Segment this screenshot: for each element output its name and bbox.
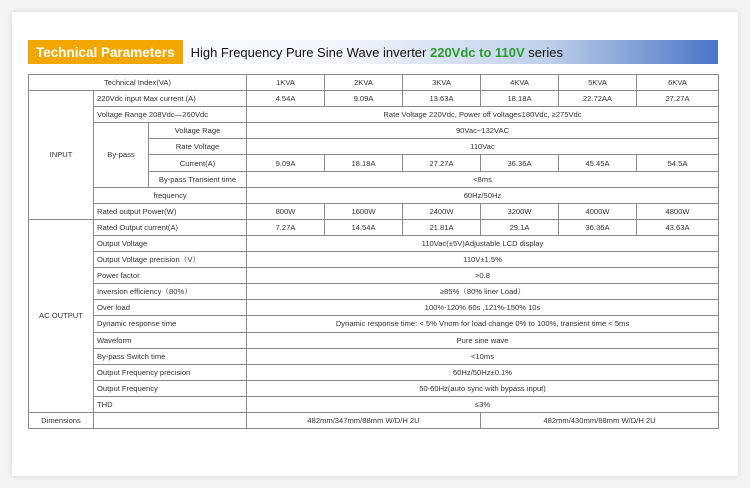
table-row — [29, 364, 719, 380]
cell: <10ms — [247, 348, 719, 364]
row-label: Voltage Rage — [149, 123, 247, 139]
cell: 18.18A — [481, 91, 559, 107]
cell: 13.63A — [403, 91, 481, 107]
cell: 4.54A — [247, 91, 325, 107]
row-label: Output Frequency precision — [94, 364, 247, 380]
row-label: Output Frequency — [94, 380, 247, 396]
cell: <8ms — [247, 171, 719, 187]
cell: 2400W — [403, 203, 481, 219]
banner-title-pre: High Frequency Pure Sine Wave inverter — [190, 44, 430, 60]
cell: 1600W — [325, 203, 403, 219]
cell: 27.27A — [403, 155, 481, 171]
table-row — [29, 91, 719, 107]
table-row — [29, 284, 719, 300]
cell: Dynamic response time: < 5% Vnom for load change 0% to 100%, transient time < 5ms — [247, 316, 719, 332]
model-header: 2KVA — [325, 75, 403, 91]
cell: 4000W — [559, 203, 637, 219]
cell: 100%-120% 60s ,121%-150% 10s — [247, 300, 719, 316]
table-row — [29, 300, 719, 316]
cell: 110V±1.5% — [247, 252, 719, 268]
row-label: Rated Output current(A) — [94, 219, 247, 235]
table-header-row — [29, 75, 719, 91]
cell: 36.36A — [481, 155, 559, 171]
header-label: Technical Index(VA) — [29, 75, 247, 91]
cell: ≤3% — [247, 396, 719, 412]
cell: 4800W — [637, 203, 719, 219]
table-row — [29, 268, 719, 284]
table-row — [29, 380, 719, 396]
row-label: Output Voltage precision（V） — [94, 252, 247, 268]
cell: 29.1A — [481, 219, 559, 235]
row-label: Rate Voltage — [149, 139, 247, 155]
table-row — [29, 219, 719, 235]
row-label: Power factor — [94, 268, 247, 284]
table-row — [29, 235, 719, 251]
row-label: Waveform — [94, 332, 247, 348]
row-label: Output Voltage — [94, 235, 247, 251]
cell: 27.27A — [637, 91, 719, 107]
banner-title — [191, 45, 563, 60]
cell: 482mm/430mm/88mm W/D/H 2U — [481, 412, 719, 428]
cell: 45.45A — [559, 155, 637, 171]
cell: 9.09A — [325, 91, 403, 107]
cell: 21.81A — [403, 219, 481, 235]
spec-table — [28, 74, 719, 429]
banner-tag: Technical Parameters — [28, 40, 183, 64]
row-label: 220Vdc input Max current (A) — [94, 91, 247, 107]
cell: 36.36A — [559, 219, 637, 235]
banner-title-post: series — [524, 44, 563, 60]
table-row — [29, 332, 719, 348]
row-label: Rated output Power(W) — [94, 203, 247, 219]
cell: 18.18A — [325, 155, 403, 171]
row-label: THD — [94, 396, 247, 412]
table-row — [29, 252, 719, 268]
cell: ≥85%（80% liner Load） — [247, 284, 719, 300]
table-row — [29, 348, 719, 364]
row-label: By-pass Switch time — [94, 348, 247, 364]
cell: 110Vac — [247, 139, 719, 155]
cell: 22.72AA — [559, 91, 637, 107]
cell: 60Hz/50Hz — [247, 187, 719, 203]
row-label: Inversion efficiency（80%） — [94, 284, 247, 300]
model-header: 5KVA — [559, 75, 637, 91]
cell: 800W — [247, 203, 325, 219]
cell: 90Vac~132VAC — [247, 123, 719, 139]
bypass-label: By-pass — [94, 123, 149, 187]
cell: 7.27A — [247, 219, 325, 235]
table-row — [29, 316, 719, 332]
table-row — [29, 396, 719, 412]
row-label: frequency — [94, 187, 247, 203]
row-label: By-pass Transient time — [149, 171, 247, 187]
row-label: Current(A) — [149, 155, 247, 171]
cell: Rate Voltage 220Vdc, Power off voltage≤180Vdc, ≥275Vdc — [247, 107, 719, 123]
cell: 54.5A — [637, 155, 719, 171]
input-section-label: INPUT — [29, 91, 94, 220]
banner-title-highlight: 220Vdc to 110V — [429, 44, 525, 60]
table-row — [29, 107, 719, 123]
dimensions-label: Dimensions — [29, 412, 94, 428]
table-row — [29, 123, 719, 139]
output-section-label: AC OUTPUT — [29, 219, 94, 412]
cell: 60Hz/50Hz±0.1% — [247, 364, 719, 380]
cell — [94, 412, 247, 428]
cell: 50-60Hz(auto sync with bypass input) — [247, 380, 719, 396]
row-label: Over load — [94, 300, 247, 316]
cell: 43.63A — [637, 219, 719, 235]
model-header: 6KVA — [637, 75, 719, 91]
row-label: Dynamic response time — [94, 316, 247, 332]
model-header: 3KVA — [403, 75, 481, 91]
cell: 482mm/347mm/88mm W/D/H 2U — [247, 412, 481, 428]
title-banner — [28, 40, 718, 64]
cell: 110Vac(±5V)Adjustable LCD display — [247, 235, 719, 251]
cell: 14.54A — [325, 219, 403, 235]
cell: >0.8 — [247, 268, 719, 284]
model-header: 4KVA — [481, 75, 559, 91]
table-row — [29, 412, 719, 428]
cell: Pure sine wave — [247, 332, 719, 348]
row-label: Voltage Range 208Vdc—260Vdc — [94, 107, 247, 123]
table-row — [29, 187, 719, 203]
cell: 3200W — [481, 203, 559, 219]
model-header: 1KVA — [247, 75, 325, 91]
table-row — [29, 203, 719, 219]
cell: 9.09A — [247, 155, 325, 171]
